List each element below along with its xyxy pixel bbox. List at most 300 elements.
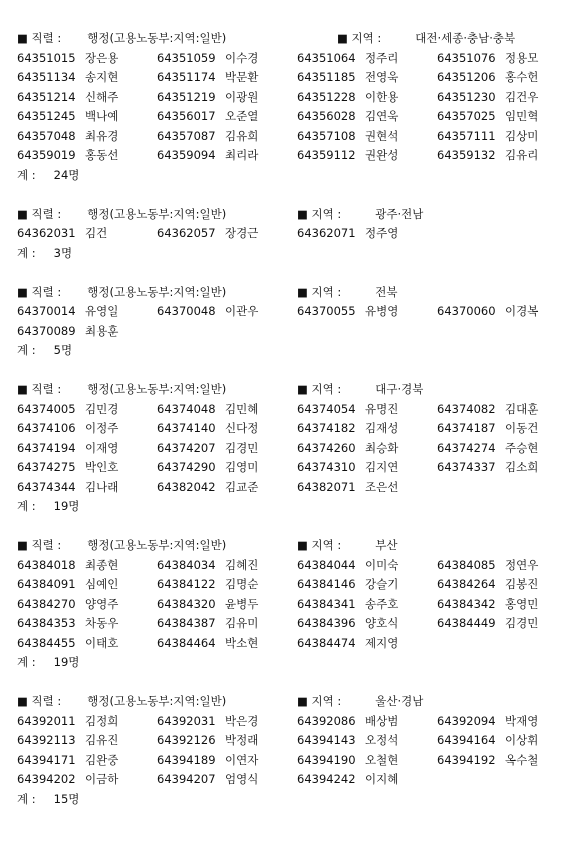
applicant-entry bbox=[157, 712, 258, 732]
applicant-name: 유명진 bbox=[365, 401, 399, 416]
applicant-name: 김완중 bbox=[85, 752, 119, 767]
applicant-name: 신해주 bbox=[85, 89, 119, 104]
applicant-number: 64374260 bbox=[297, 440, 356, 455]
applicant-number: 64359112 bbox=[297, 148, 356, 162]
applicant-entry bbox=[17, 712, 118, 732]
applicant-entry bbox=[17, 614, 118, 634]
table-row bbox=[17, 556, 562, 576]
applicant-name: 최유경 bbox=[85, 128, 119, 143]
applicant-number: 64374082 bbox=[437, 401, 496, 416]
applicant-number: 64374005 bbox=[17, 401, 76, 416]
applicant-entry bbox=[437, 146, 538, 166]
applicant-number: 64394164 bbox=[437, 733, 496, 747]
applicant-number: 64384387 bbox=[157, 616, 216, 630]
job-series bbox=[17, 205, 226, 225]
applicant-name: 정연우 bbox=[505, 557, 539, 572]
applicant-name: 이한용 bbox=[365, 89, 399, 104]
table-row bbox=[17, 751, 562, 771]
applicant-name: 배상범 bbox=[365, 713, 399, 728]
applicant-entry bbox=[297, 146, 398, 166]
applicant-number: 64384085 bbox=[437, 557, 496, 572]
total-value: 15명 bbox=[53, 791, 80, 806]
applicant-number: 64351134 bbox=[17, 70, 76, 84]
applicant-number: 64384264 bbox=[437, 577, 496, 591]
applicant-number: 64392031 bbox=[157, 713, 216, 728]
applicant-name: 송지현 bbox=[85, 70, 119, 84]
applicant-name: 주승현 bbox=[505, 440, 539, 455]
applicant-entry bbox=[157, 107, 258, 127]
table-row bbox=[17, 88, 562, 108]
applicant-name: 이지혜 bbox=[365, 772, 399, 786]
applicant-name: 홍수헌 bbox=[505, 70, 539, 84]
region-value: 광주·전남 bbox=[375, 206, 424, 221]
total-label: 계 : bbox=[17, 343, 36, 357]
applicant-name: 전영욱 bbox=[365, 70, 399, 84]
table-row bbox=[17, 419, 562, 439]
applicant-entry bbox=[17, 439, 118, 459]
applicant-number: 64351230 bbox=[437, 89, 496, 104]
applicant-number: 64370055 bbox=[297, 304, 356, 318]
applicant-name: 김혜진 bbox=[225, 557, 259, 572]
applicant-number: 64374290 bbox=[157, 460, 216, 474]
applicant-name: 최리라 bbox=[225, 148, 259, 162]
applicant-number: 64362071 bbox=[297, 226, 356, 240]
table-row bbox=[17, 439, 562, 459]
applicant-number: 64374275 bbox=[17, 460, 76, 474]
section-total bbox=[17, 790, 562, 810]
table-row bbox=[17, 614, 562, 634]
applicant-entry bbox=[157, 127, 258, 147]
applicant-entry bbox=[17, 322, 118, 342]
job-label: 직렬 : bbox=[31, 206, 62, 221]
table-row bbox=[17, 49, 562, 69]
total-label: 계 : bbox=[17, 655, 36, 669]
job-label: 직렬 : bbox=[31, 31, 62, 45]
applicant-number: 64351206 bbox=[437, 70, 496, 84]
applicant-name: 김상미 bbox=[505, 128, 539, 143]
applicant-name: 김유리 bbox=[505, 148, 539, 162]
applicant-name: 김경민 bbox=[225, 440, 259, 455]
table-row bbox=[17, 146, 562, 166]
applicant-number: 64384341 bbox=[297, 596, 356, 611]
region-label: 지역 : bbox=[311, 694, 342, 708]
bullet-icon: ■ bbox=[17, 538, 28, 552]
applicant-number: 64351219 bbox=[157, 89, 216, 104]
applicant-entry bbox=[437, 400, 538, 420]
applicant-number: 64357025 bbox=[437, 109, 496, 123]
applicant-number: 64394207 bbox=[157, 772, 216, 786]
region-value: 울산·경남 bbox=[375, 694, 424, 708]
applicant-entry bbox=[17, 419, 118, 439]
applicant-entry bbox=[17, 731, 118, 751]
applicant-number: 64382042 bbox=[157, 479, 216, 494]
applicant-entry bbox=[297, 419, 398, 439]
applicant-name: 백나예 bbox=[85, 109, 119, 123]
applicant-name: 양영주 bbox=[85, 596, 119, 611]
table-row bbox=[17, 107, 562, 127]
table-row bbox=[17, 634, 562, 654]
applicant-entry bbox=[157, 49, 258, 69]
applicant-name: 김연욱 bbox=[365, 109, 399, 123]
applicant-number: 64392094 bbox=[437, 713, 496, 728]
applicant-number: 64374187 bbox=[437, 421, 496, 435]
applicant-number: 64370048 bbox=[157, 304, 216, 318]
applicant-entry bbox=[297, 478, 398, 498]
applicant-number: 64394202 bbox=[17, 772, 76, 786]
applicant-entry bbox=[17, 575, 118, 595]
applicant-entry bbox=[297, 595, 398, 615]
section-block bbox=[17, 29, 562, 185]
applicant-number: 64394143 bbox=[297, 733, 356, 747]
total-label: 계 : bbox=[17, 499, 36, 513]
applicant-entry bbox=[157, 770, 258, 790]
applicant-entry bbox=[157, 478, 258, 498]
applicant-entry bbox=[437, 439, 538, 459]
applicant-name: 오철현 bbox=[365, 752, 399, 767]
applicant-name: 이상휘 bbox=[505, 733, 539, 747]
applicant-entry bbox=[437, 458, 538, 478]
applicant-entry bbox=[17, 127, 118, 147]
applicant-number: 64384449 bbox=[437, 616, 496, 630]
region-label: 지역 : bbox=[311, 538, 342, 552]
region-value: 대구·경북 bbox=[375, 382, 424, 396]
applicant-entry bbox=[157, 302, 258, 322]
applicant-number: 64384044 bbox=[297, 557, 356, 572]
applicant-name: 김교준 bbox=[225, 479, 259, 494]
applicant-name: 이금하 bbox=[85, 772, 119, 786]
region-label: 지역 : bbox=[311, 382, 342, 396]
applicant-entry bbox=[157, 88, 258, 108]
applicant-entry bbox=[297, 556, 398, 576]
applicant-entry bbox=[297, 731, 398, 751]
applicant-number: 64351228 bbox=[297, 89, 356, 104]
applicant-name: 김명순 bbox=[225, 577, 259, 591]
applicant-name: 권완성 bbox=[365, 148, 399, 162]
applicant-number: 64394189 bbox=[157, 752, 216, 767]
applicant-name: 양호식 bbox=[365, 616, 399, 630]
table-row bbox=[17, 400, 562, 420]
applicant-name: 김유희 bbox=[225, 128, 259, 143]
applicant-name: 이연자 bbox=[225, 752, 259, 767]
applicant-entry bbox=[437, 595, 538, 615]
applicant-number: 64374140 bbox=[157, 421, 216, 435]
job-label: 직렬 : bbox=[31, 694, 62, 708]
applicant-entry bbox=[17, 751, 118, 771]
applicant-entry bbox=[157, 575, 258, 595]
applicant-name: 김대훈 bbox=[505, 401, 539, 416]
applicant-entry bbox=[437, 419, 538, 439]
table-row bbox=[17, 68, 562, 88]
applicant-number: 64384342 bbox=[437, 596, 496, 611]
applicant-entry bbox=[157, 146, 258, 166]
applicant-entry bbox=[157, 68, 258, 88]
applicant-entry bbox=[437, 302, 538, 322]
applicant-entry bbox=[437, 614, 538, 634]
job-value: 행정(고용노동부:지역:일반) bbox=[87, 284, 227, 299]
applicant-number: 64394242 bbox=[297, 772, 356, 786]
applicant-entry bbox=[297, 107, 398, 127]
applicant-name: 이경복 bbox=[505, 304, 539, 318]
applicant-entry bbox=[297, 400, 398, 420]
applicant-entry bbox=[297, 49, 398, 69]
applicant-name: 윤병두 bbox=[225, 596, 259, 611]
job-series bbox=[17, 29, 226, 49]
region bbox=[297, 283, 398, 303]
applicant-entry bbox=[17, 88, 118, 108]
section-total bbox=[17, 341, 562, 361]
total-value: 19명 bbox=[53, 499, 80, 513]
total-label: 계 : bbox=[17, 167, 36, 182]
applicant-number: 64384122 bbox=[157, 577, 216, 591]
applicant-entry bbox=[297, 458, 398, 478]
applicant-number: 64359019 bbox=[17, 148, 76, 162]
table-row bbox=[17, 322, 562, 342]
applicant-number: 64357087 bbox=[157, 128, 216, 143]
total-label: 계 : bbox=[17, 245, 36, 260]
applicant-number: 64362031 bbox=[17, 226, 76, 240]
bullet-icon: ■ bbox=[17, 694, 28, 708]
applicant-number: 64374344 bbox=[17, 479, 76, 494]
applicant-number: 64351076 bbox=[437, 50, 496, 65]
applicant-number: 64351015 bbox=[17, 50, 76, 65]
applicant-name: 홍동선 bbox=[85, 148, 119, 162]
applicant-entry bbox=[157, 595, 258, 615]
applicant-entry bbox=[157, 400, 258, 420]
applicant-name: 김민경 bbox=[85, 401, 119, 416]
applicant-number: 64370014 bbox=[17, 304, 76, 318]
applicant-number: 64370060 bbox=[437, 304, 496, 318]
job-value: 행정(고용노동부:지역:일반) bbox=[87, 31, 227, 45]
job-value: 행정(고용노동부:지역:일반) bbox=[87, 206, 227, 221]
applicant-entry bbox=[297, 712, 398, 732]
applicant-name: 김유미 bbox=[225, 616, 259, 630]
applicant-entry bbox=[17, 224, 107, 244]
applicant-entry bbox=[437, 712, 538, 732]
applicant-name: 이태호 bbox=[85, 635, 119, 650]
applicant-name: 김영미 bbox=[225, 460, 259, 474]
applicant-number: 64374310 bbox=[297, 460, 356, 474]
applicant-number: 64356028 bbox=[297, 109, 356, 123]
applicant-entry bbox=[17, 146, 118, 166]
applicant-name: 옥수철 bbox=[505, 752, 539, 767]
bullet-icon: ■ bbox=[17, 206, 28, 221]
section-block bbox=[17, 692, 562, 809]
bullet-icon: ■ bbox=[297, 538, 308, 552]
table-row bbox=[17, 712, 562, 732]
applicant-entry bbox=[297, 614, 398, 634]
bullet-icon: ■ bbox=[297, 206, 308, 221]
table-row bbox=[17, 595, 562, 615]
applicant-number: 64351245 bbox=[17, 109, 76, 123]
applicant-number: 64384018 bbox=[17, 557, 76, 572]
applicant-entry bbox=[437, 68, 538, 88]
section-block bbox=[17, 283, 562, 361]
region-label: 지역 : bbox=[351, 31, 382, 45]
section-header bbox=[17, 283, 562, 303]
applicant-name: 김유진 bbox=[85, 733, 119, 747]
applicant-entry bbox=[297, 68, 398, 88]
applicant-entry bbox=[157, 224, 258, 244]
applicant-name: 박정래 bbox=[225, 733, 259, 747]
region bbox=[337, 29, 515, 49]
applicant-entry bbox=[157, 458, 258, 478]
applicant-entry bbox=[157, 419, 258, 439]
section-header bbox=[17, 536, 562, 556]
applicant-entry bbox=[17, 302, 118, 322]
applicant-entry bbox=[17, 634, 118, 654]
table-row bbox=[17, 575, 562, 595]
applicant-number: 64374337 bbox=[437, 460, 496, 474]
bullet-icon: ■ bbox=[297, 382, 308, 396]
job-label: 직렬 : bbox=[31, 284, 62, 299]
total-label: 계 : bbox=[17, 791, 36, 806]
applicant-number: 64392011 bbox=[17, 713, 76, 728]
region-value: 대전·세종·충남·충북 bbox=[415, 31, 516, 45]
applicant-number: 64370089 bbox=[17, 323, 76, 338]
applicant-entry bbox=[17, 770, 118, 790]
section-block bbox=[17, 205, 562, 264]
applicant-entry bbox=[297, 302, 398, 322]
applicant-name: 장경근 bbox=[225, 226, 259, 240]
total-value: 19명 bbox=[53, 655, 80, 669]
table-row bbox=[17, 770, 562, 790]
applicant-name: 이광원 bbox=[225, 89, 259, 104]
applicant-entry bbox=[297, 634, 398, 654]
applicant-name: 이관우 bbox=[225, 304, 259, 318]
section-total bbox=[17, 653, 562, 673]
table-row bbox=[17, 224, 562, 244]
applicant-number: 64374194 bbox=[17, 440, 76, 455]
region-label: 지역 : bbox=[311, 206, 342, 221]
applicant-number: 64357108 bbox=[297, 128, 356, 143]
section-total bbox=[17, 166, 562, 186]
applicant-number: 64351064 bbox=[297, 50, 356, 65]
section-header bbox=[17, 692, 562, 712]
applicant-name: 김재성 bbox=[365, 421, 399, 435]
applicant-entry bbox=[17, 458, 118, 478]
applicant-entry bbox=[297, 224, 398, 244]
applicant-name: 신다정 bbox=[225, 421, 259, 435]
bullet-icon: ■ bbox=[17, 382, 28, 396]
region bbox=[297, 692, 423, 712]
applicant-name: 김정희 bbox=[85, 713, 119, 728]
applicant-entry bbox=[437, 575, 538, 595]
applicant-entry bbox=[157, 614, 258, 634]
bullet-icon: ■ bbox=[297, 284, 308, 299]
applicant-name: 박소현 bbox=[225, 635, 259, 650]
bullet-icon: ■ bbox=[17, 31, 28, 45]
applicant-name: 조은선 bbox=[365, 479, 399, 494]
section-header bbox=[17, 380, 562, 400]
applicant-entry bbox=[437, 731, 538, 751]
table-row bbox=[17, 478, 562, 498]
applicant-name: 이수경 bbox=[225, 50, 259, 65]
applicant-name: 정주영 bbox=[365, 226, 399, 240]
applicant-name: 오정석 bbox=[365, 733, 399, 747]
applicant-number: 64392126 bbox=[157, 733, 216, 747]
region-label: 지역 : bbox=[311, 284, 342, 299]
applicant-number: 64392086 bbox=[297, 713, 356, 728]
applicant-entry bbox=[17, 400, 118, 420]
section-block bbox=[17, 380, 562, 517]
applicant-entry bbox=[297, 770, 398, 790]
region-value: 부산 bbox=[375, 538, 398, 552]
applicant-name: 박문환 bbox=[225, 70, 259, 84]
applicant-number: 64351214 bbox=[17, 89, 76, 104]
section-total bbox=[17, 244, 562, 264]
applicant-number: 64384091 bbox=[17, 577, 76, 591]
section-header bbox=[17, 29, 562, 49]
region bbox=[297, 205, 423, 225]
applicant-entry bbox=[17, 107, 118, 127]
applicant-number: 64384464 bbox=[157, 635, 216, 650]
applicant-name: 이정주 bbox=[85, 421, 119, 435]
applicant-name: 박인호 bbox=[85, 460, 119, 474]
applicant-entry bbox=[157, 751, 258, 771]
applicant-name: 김나래 bbox=[85, 479, 119, 494]
applicant-number: 64384396 bbox=[297, 616, 356, 630]
applicant-number: 64351174 bbox=[157, 70, 216, 84]
applicant-name: 최용훈 bbox=[85, 323, 119, 338]
job-series bbox=[17, 536, 226, 556]
applicant-name: 정용모 bbox=[505, 50, 539, 65]
job-series bbox=[17, 283, 226, 303]
applicant-number: 64351059 bbox=[157, 50, 216, 65]
applicant-name: 제지영 bbox=[365, 635, 399, 650]
applicant-entry bbox=[437, 49, 538, 69]
applicant-number: 64384034 bbox=[157, 557, 216, 572]
applicant-name: 강슬기 bbox=[365, 577, 399, 591]
applicant-entry bbox=[437, 127, 538, 147]
applicant-number: 64384455 bbox=[17, 635, 76, 650]
applicant-name: 박은경 bbox=[225, 713, 259, 728]
bullet-icon: ■ bbox=[17, 284, 28, 299]
applicant-name: 엄영식 bbox=[225, 772, 259, 786]
applicant-entry bbox=[437, 751, 538, 771]
applicant-entry bbox=[157, 556, 258, 576]
applicant-number: 64374274 bbox=[437, 440, 496, 455]
applicant-number: 64384146 bbox=[297, 577, 356, 591]
applicant-name: 김경민 bbox=[505, 616, 539, 630]
applicant-number: 64384270 bbox=[17, 596, 76, 611]
applicant-entry bbox=[157, 731, 258, 751]
table-row bbox=[17, 302, 562, 322]
applicant-number: 64359094 bbox=[157, 148, 216, 162]
region bbox=[297, 536, 398, 556]
applicant-entry bbox=[297, 88, 398, 108]
document bbox=[17, 29, 562, 829]
applicant-entry bbox=[437, 556, 538, 576]
section-total bbox=[17, 497, 562, 517]
applicant-name: 장은용 bbox=[85, 50, 119, 65]
applicant-name: 최승화 bbox=[365, 440, 399, 455]
applicant-entry bbox=[297, 127, 398, 147]
applicant-name: 홍영민 bbox=[505, 596, 539, 611]
applicant-entry bbox=[17, 49, 118, 69]
applicant-name: 김봉진 bbox=[505, 577, 539, 591]
applicant-number: 64351185 bbox=[297, 70, 356, 84]
applicant-number: 64357048 bbox=[17, 128, 76, 143]
bullet-icon: ■ bbox=[297, 694, 308, 708]
applicant-name: 유병영 bbox=[365, 304, 399, 318]
applicant-name: 이동건 bbox=[505, 421, 539, 435]
applicant-number: 64356017 bbox=[157, 109, 216, 123]
table-row bbox=[17, 127, 562, 147]
applicant-name: 유영일 bbox=[85, 304, 119, 318]
section-block bbox=[17, 536, 562, 673]
applicant-number: 64384474 bbox=[297, 635, 356, 650]
applicant-name: 심예인 bbox=[85, 577, 119, 591]
